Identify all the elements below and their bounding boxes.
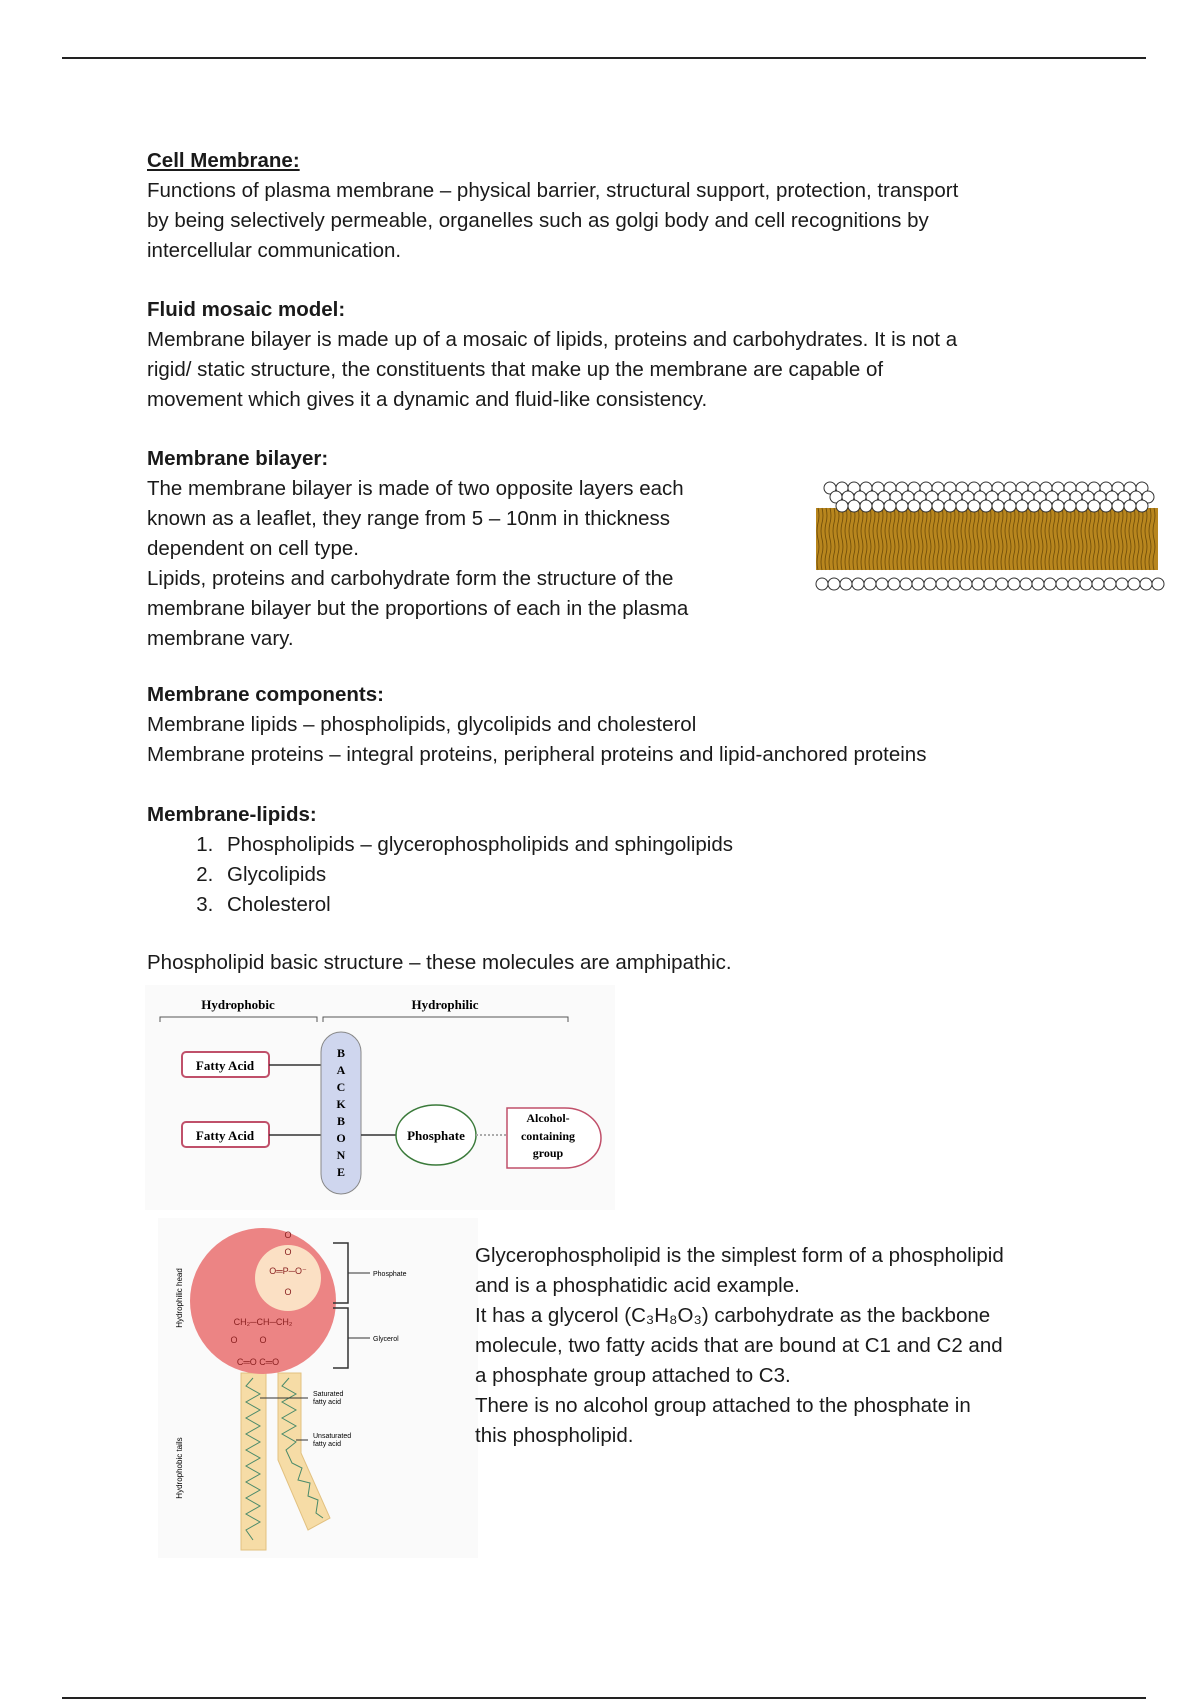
text-line: membrane bilayer but the proportions of each in the plasma — [147, 597, 689, 620]
backbone-letter: C — [336, 1080, 346, 1094]
backbone-letter: B — [336, 1046, 346, 1060]
heading-cell-membrane: Cell Membrane: — [147, 149, 300, 172]
label-hydrophilic: Hydrophilic — [411, 997, 479, 1012]
text-line: this phospholipid. — [475, 1424, 634, 1447]
section-fluid-mosaic — [147, 295, 957, 415]
text-line: Membrane lipids – phospholipids, glycolipids and cholesterol — [147, 713, 697, 736]
text-line: Membrane bilayer is made up of a mosaic of lipids, proteins and carbohydrates. It is not a — [147, 328, 958, 351]
alcohol-label: containing — [520, 1129, 576, 1143]
lipid-bilayer-illustration — [810, 478, 1165, 600]
bottom-rule — [62, 1697, 1146, 1699]
glycerophospholipid-diagram — [158, 1218, 478, 1558]
label-hydrophobic: Hydrophobic — [201, 997, 275, 1012]
phospholipid-structure-diagram — [145, 985, 615, 1210]
phospholipid-intro: Phospholipid basic structure – these molecules are amphipathic. — [147, 951, 732, 974]
heading-bilayer: Membrane bilayer: — [147, 447, 329, 470]
text-line: intercellular communication. — [147, 239, 402, 262]
section-membrane-lipids — [147, 800, 733, 920]
phosphate-label: Phosphate — [407, 1128, 465, 1143]
text-line: There is no alcohol group attached to the phosphate in — [475, 1394, 971, 1417]
fatty-acid-label: Fatty Acid — [195, 1128, 255, 1143]
text-line: molecule, two fatty acids that are bound at C1 and C2 and — [475, 1334, 1003, 1357]
label-unsaturated: Unsaturated — [313, 1433, 352, 1440]
list-item: 1. Phospholipids – glycerophospholipids and sphingolipids — [219, 830, 733, 860]
label-hydrophilic-head: Hydrophilic head — [175, 1268, 184, 1328]
section-bilayer — [147, 444, 688, 654]
text-line: movement which gives it a dynamic and fluid-like consistency. — [147, 388, 708, 411]
svg-text:O: O — [284, 1247, 292, 1257]
text-line: Membrane proteins – integral proteins, peripheral proteins and lipid-anchored proteins — [147, 743, 927, 766]
text-line: membrane vary. — [147, 627, 294, 650]
svg-text:C═O C═O: C═O C═O — [236, 1357, 280, 1367]
text-line: It has a glycerol (C₃H₈O₃) carbohydrate as the backbone — [475, 1304, 991, 1327]
text-line: Functions of plasma membrane – physical barrier, structural support, protection, transport — [147, 179, 959, 202]
text-line: by being selectively permeable, organelles such as golgi body and cell recognitions by — [147, 209, 929, 232]
fatty-acid-label: Fatty Acid — [195, 1058, 255, 1073]
backbone-letter: E — [336, 1165, 346, 1179]
text-line: The membrane bilayer is made of two opposite layers each — [147, 477, 684, 500]
alcohol-label: group — [532, 1146, 564, 1160]
lipid-list — [147, 830, 733, 920]
section-cell-membrane — [147, 146, 958, 266]
svg-text:O═P─O⁻: O═P─O⁻ — [269, 1266, 307, 1276]
backbone-letter: A — [336, 1063, 346, 1077]
label-saturated: Saturated — [313, 1391, 344, 1398]
svg-text:O: O — [284, 1230, 292, 1240]
label-unsaturated: fatty acid — [313, 1441, 342, 1448]
svg-text:CH₂─CH─CH₂: CH₂─CH─CH₂ — [233, 1317, 293, 1327]
section-components — [147, 680, 926, 770]
heading-fluid-mosaic: Fluid mosaic model: — [147, 298, 346, 321]
heading-components: Membrane components: — [147, 683, 384, 706]
text-line: Lipids, proteins and carbohydrate form the structure of the — [147, 567, 674, 590]
top-rule — [62, 57, 1146, 59]
svg-text:O: O — [259, 1335, 267, 1345]
label-glycerol: Glycerol — [373, 1336, 399, 1343]
text-line: Glycerophospholipid is the simplest form of a phospholipid — [475, 1244, 1004, 1267]
label-saturated: fatty acid — [313, 1399, 342, 1406]
text-line: and is a phosphatidic acid example. — [475, 1274, 800, 1297]
text-line: a phosphate group attached to C3. — [475, 1364, 791, 1387]
backbone-letter: B — [336, 1114, 346, 1128]
backbone-letter: O — [336, 1131, 346, 1145]
text-line: known as a leaflet, they range from 5 – 10nm in thickness — [147, 507, 671, 530]
backbone-letter: K — [336, 1097, 346, 1111]
text-line: rigid/ static structure, the constituents that make up the membrane are capable of — [147, 358, 884, 381]
heading-membrane-lipids: Membrane-lipids: — [147, 803, 317, 826]
svg-text:O: O — [284, 1287, 292, 1297]
label-phosphate: Phosphate — [373, 1271, 407, 1278]
svg-text:O: O — [230, 1335, 238, 1345]
glycerophospholipid-text — [475, 1241, 1004, 1451]
text-line: dependent on cell type. — [147, 537, 359, 560]
list-item: 2. Glycolipids — [219, 860, 733, 890]
hydrophilic-head-sphere — [190, 1228, 336, 1374]
alcohol-label: Alcohol- — [526, 1111, 570, 1125]
label-hydrophobic-tails: Hydrophobic tails — [175, 1437, 184, 1499]
list-item: 3. Cholesterol — [219, 890, 733, 920]
backbone-letter: N — [336, 1148, 346, 1162]
